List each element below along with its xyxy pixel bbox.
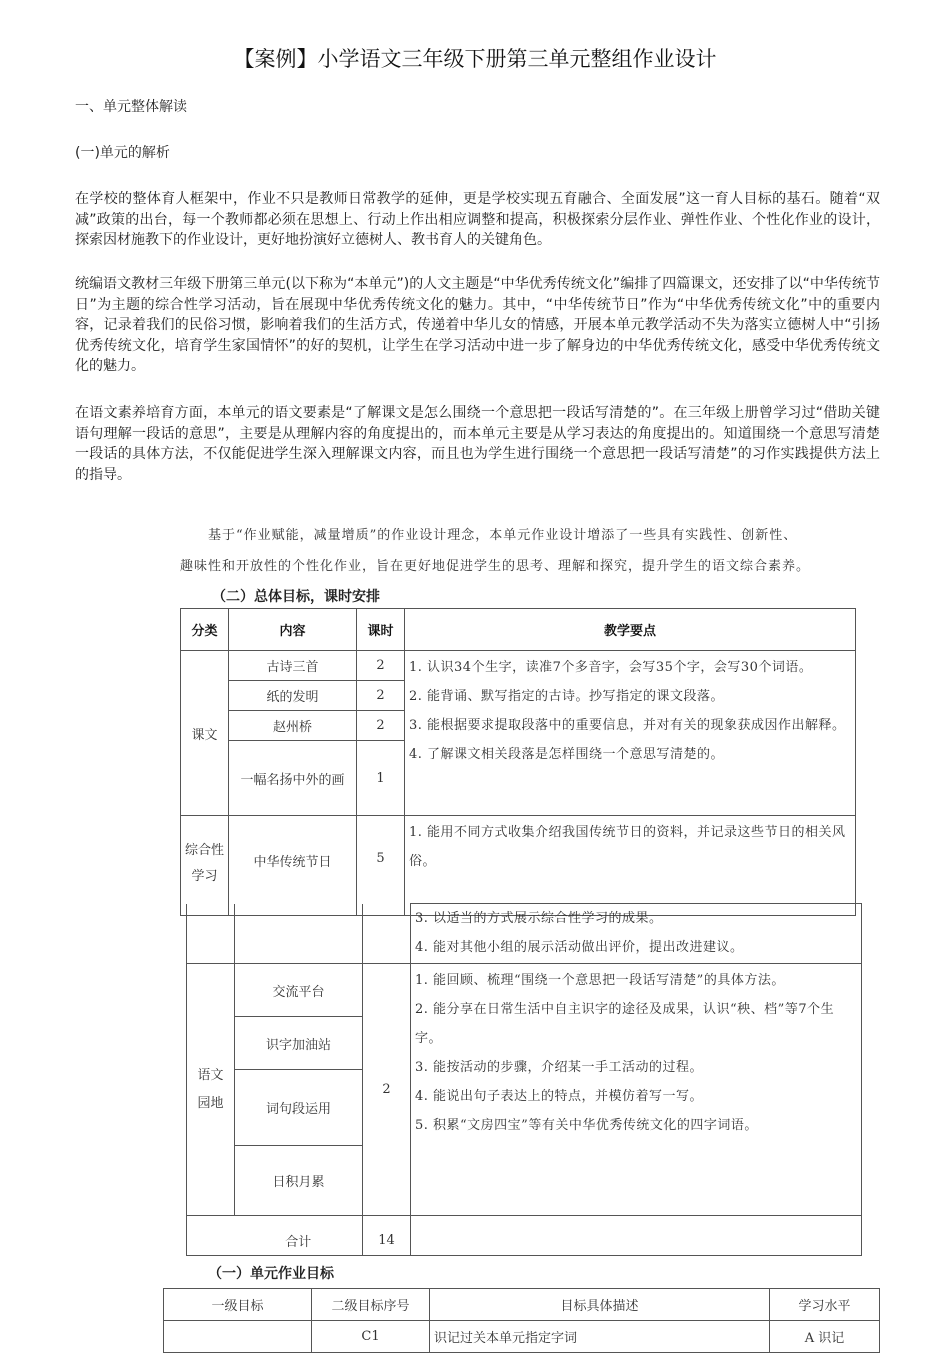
paragraph-1: 在学校的整体育人框架中，作业不只是教师日常教学的延伸，更是学校实现五育融合、全面发展”这一育人目标的基石。随着“双减”政策的出台，每一个教师都必须在思想上、行动上作出相应调整和提高，积极探索分层作业、弹性作业、个性化作业的设计，探索因材施教下的作业设计，更好地扮演好立德树人、教书育人的关键角色。 bbox=[75, 191, 880, 248]
point-item: 5. 积累“文房四宝”等有关中华优秀传统文化的四字词语。 bbox=[415, 1118, 758, 1133]
point-item: 3. 能按活动的步骤，介绍某一手工活动的过程。 bbox=[415, 1060, 704, 1075]
level-cell: A 识记 bbox=[770, 1321, 880, 1353]
content-cell: 识字加油站 bbox=[235, 1017, 363, 1070]
header-points: 教学要点 bbox=[405, 609, 856, 651]
paragraph-3: 在语文素养培育方面，本单元的语文要素是“了解课文是怎么围绕一个意思把一段话写清楚的”。在三年级上册曾学习过“借助关键语句理解一段话的意思”，主要是从理解内容的角度提出的，而本单元主要是从学习表达的角度提出的。知道围绕一个意思写清楚一段话的具体方法，不仅能促进学生深入理解课文内容，而且也为学生进行围绕一个意思把一段话写清楚”的习作实践提供方法上的指导。 bbox=[75, 405, 880, 483]
schedule-table-part1 bbox=[180, 608, 856, 884]
point-item: 1. 能用不同方式收集介绍我国传统节日的资料，并记录这些节日的相关风俗。 bbox=[409, 825, 846, 869]
design-intro bbox=[180, 520, 860, 582]
empty-cell bbox=[187, 1216, 235, 1256]
header-category: 分类 bbox=[181, 609, 229, 651]
level1-cell bbox=[164, 1321, 312, 1353]
header-level1: 一级目标 bbox=[164, 1289, 312, 1321]
empty-cell bbox=[411, 1216, 862, 1256]
header-code: 二级目标序号 bbox=[312, 1289, 430, 1321]
point-item: 4. 能对其他小组的展示活动做出评价，提出改进建议。 bbox=[415, 940, 744, 955]
table2-heading: （一）单元作业目标 bbox=[208, 1266, 334, 1282]
table1-heading: （二）总体目标，课时安排 bbox=[212, 589, 380, 605]
zonghe-points bbox=[405, 816, 856, 916]
goals-table bbox=[163, 1288, 880, 1345]
total-label: 合计 bbox=[235, 1216, 363, 1256]
category-yuandi: 语文园地 bbox=[187, 964, 235, 1216]
point-item: 2. 能背诵、默写指定的古诗。抄写指定的课文段落。 bbox=[409, 689, 725, 704]
schedule-table-part2 bbox=[186, 903, 862, 1250]
header-hours: 课时 bbox=[357, 609, 405, 651]
hours-cell: 2 bbox=[363, 964, 411, 1216]
code-cell: C1 bbox=[312, 1321, 430, 1353]
point-item: 1. 能回顾、梳理“围绕一个意思把一段话写清楚”的具体方法。 bbox=[415, 973, 785, 988]
category-kewen: 课文 bbox=[181, 651, 229, 816]
content-cell: 交流平台 bbox=[235, 964, 363, 1017]
intro-line-1: 基于“作业赋能，减量增质”的作业设计理念，本单元作业设计增添了一些具有实践性、创新性、 bbox=[208, 528, 798, 543]
point-item: 2. 能分享在日常生活中自主识字的途径及成果，认识“秧、档”等7个生字。 bbox=[415, 1002, 835, 1046]
point-item: 1. 认识34个生字，读准7个多音字，会写35个字，会写30个词语。 bbox=[409, 660, 813, 675]
total-hours: 14 bbox=[363, 1216, 411, 1256]
yuandi-points bbox=[411, 964, 862, 1216]
content-cell: 日积月累 bbox=[235, 1146, 363, 1216]
point-item: 4. 能说出句子表达上的特点，并模仿着写一写。 bbox=[415, 1089, 704, 1104]
desc-cell: 识记过关本单元指定字词 bbox=[430, 1321, 770, 1353]
content-cell: 一幅名扬中外的画 bbox=[229, 741, 357, 816]
header-level: 学习水平 bbox=[770, 1289, 880, 1321]
hours-cell: 1 bbox=[357, 741, 405, 816]
document-title: 【案例】小学语文三年级下册第三单元整组作业设计 bbox=[233, 47, 717, 71]
hours-cell: 2 bbox=[357, 681, 405, 711]
subsection-heading: (一)单元的解析 bbox=[75, 145, 170, 161]
point-item: 4. 了解课文相关段落是怎样围绕一个意思写清楚的。 bbox=[409, 747, 725, 762]
section-heading: 一、单元整体解读 bbox=[75, 99, 187, 115]
intro-line-2: 趣味性和开放性的个性化作业，旨在更好地促进学生的思考、理解和探究，提升学生的语文综合素养。 bbox=[180, 559, 811, 574]
point-item: 3. 以适当的方式展示综合性学习的成果。 bbox=[415, 911, 663, 926]
header-content: 内容 bbox=[229, 609, 357, 651]
kewen-points bbox=[405, 651, 856, 816]
paragraph-2: 统编语文教材三年级下册第三单元(以下称为“本单元”)的人文主题是“中华优秀传统文化”编排了四篇课文，还安排了以“中华传统节日”为主题的综合性学习活动，旨在展现中华优秀传统文化的魅力。其中，“中华传统节日”作为“中华优秀传统文化”中的重要内容，记录着我们的民俗习惯，影响着我们的生活方式，传递着中华儿女的情感，开展本单元教学活动不失为落实立德树人中“引扬优秀传统文化，培育学生家国情怀”的好的契机，让学生在学习活动中进一步了解身边的中华优秀传统文化，感受中华优秀传统文化的魅力。 bbox=[75, 276, 880, 374]
header-desc: 目标具体描述 bbox=[430, 1289, 770, 1321]
hours-cell: 5 bbox=[357, 816, 405, 916]
content-cell: 古诗三首 bbox=[229, 651, 357, 681]
empty-cell bbox=[363, 904, 411, 964]
empty-cell bbox=[187, 904, 235, 964]
point-item: 3. 能根据要求提取段落中的重要信息，并对有关的现象获成因作出解释。 bbox=[409, 718, 846, 733]
content-cell: 中华传统节日 bbox=[229, 816, 357, 916]
category-zonghe: 综合性学习 bbox=[181, 816, 229, 916]
content-cell: 赵州桥 bbox=[229, 711, 357, 741]
hours-cell: 2 bbox=[357, 651, 405, 681]
content-cell: 纸的发明 bbox=[229, 681, 357, 711]
empty-cell bbox=[235, 904, 363, 964]
zonghe-points-cont bbox=[411, 904, 862, 964]
hours-cell: 2 bbox=[357, 711, 405, 741]
content-cell: 词句段运用 bbox=[235, 1070, 363, 1146]
